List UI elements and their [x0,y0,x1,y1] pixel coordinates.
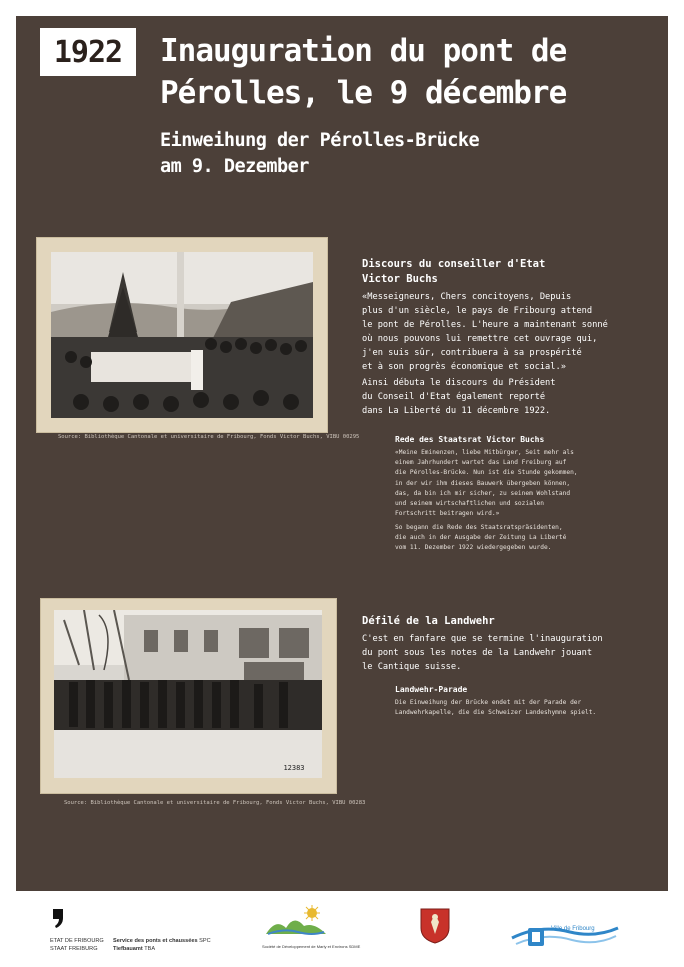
parade-text-de [395,698,596,718]
note-de-line: die auch in der Ausgabe der Zeitung La Liberté [395,534,567,542]
quote-de-line: in der wir ihm dieses Bauwerk übergeben können, [395,479,571,487]
title-de-line2: am 9. Dezember [160,156,309,177]
title-fr-line1: Inauguration du pont de [160,33,567,69]
parade-de-line: Die Einweihung der Brücke endet mit der Parade der [395,699,582,706]
service-line2: Tiefbauamt [113,946,143,952]
service-abbr2: TBA [144,946,156,952]
quote-fr-line: et à son progrès économique et social.» [362,362,566,372]
parade-heading-de: Landwehr-Parade [395,685,468,694]
photo2-caption: Source: Bibliothèque Cantonale et universitaire de Fribourg, Fonds Victor Buchs, VIBU 00283 [64,800,366,806]
year-badge [40,28,136,76]
speech-heading-fr [362,257,545,287]
quote-fr-line: le pont de Pérolles. L'heure a maintenant sonné [362,320,608,330]
footer [0,900,684,967]
marly-crest-icon [420,908,450,944]
sdme-logo-icon [264,904,328,938]
speech-heading-de: Rede des Staatsrat Victor Buchs [395,435,545,444]
etat-line2: STAAT FREIBURG [50,946,98,952]
quote-fr-line: j'en suis sûr, contribuera à sa prospérité [362,348,582,358]
photo-parade-image [54,610,322,778]
parade-fr-line: le Cantique suisse. [362,662,462,672]
quote-fr-line: plus d'un siècle, le pays de Fribourg attend [362,306,593,316]
note-de-line: So begann die Rede des Staatsratspräsidenten, [395,524,563,531]
parade-fr-line: du pont sous les notes de la Landwehr jouant [362,648,593,658]
parade-heading-fr: Défilé de la Landwehr [362,615,495,627]
parade-fr-line: C'est en fanfare que se termine l'inauguration [362,634,603,644]
speech-quote-fr [362,290,608,374]
year-text: 1922 [53,34,123,70]
service-text [113,937,211,953]
quote-fr-line: «Messeigneurs, Chers concitoyens, Depuis [362,292,572,302]
etat-fribourg-logo-icon [50,907,66,929]
title-de-line1: Einweihung der Pérolles-Brücke [160,130,480,151]
ville-fribourg-text: Ville de Fribourg [551,926,595,932]
speech-note-fr [362,376,556,418]
title-german [160,128,640,180]
quote-de-line: Fortschritt beitragen wird.» [395,510,500,518]
quote-de-line: und seinem wirtschaftlichen und sozialen [395,500,545,508]
title-fr-line2: Pérolles, le 9 décembre [160,75,567,111]
quote-fr-line: où nous pouvons lui remettre cet ouvrage qui, [362,334,598,344]
photo-speech-image [51,252,313,418]
speech-heading-fr-line2: Victor Buchs [362,273,438,285]
speech-note-de [395,523,566,554]
photo-number: 12383 [283,764,305,772]
photo1-caption: Source: Bibliothèque Cantonale et universitaire de Fribourg, Fonds Victor Buchs, VIBU 00295 [58,434,360,440]
quote-de-line: die Pérolles-Brücke. Nun ist die Stunde gekommen, [395,469,578,477]
etat-text [50,937,104,953]
etat-line1: ETAT DE FRIBOURG [50,938,104,944]
parade-text-fr [362,632,603,674]
quote-de-line: das, da bin ich mir sicher, zu seinem Wohlstand [395,489,571,497]
speech-heading-fr-line1: Discours du conseiller d'Etat [362,258,546,270]
quote-de-line: einem Jahrhundert wartet das Land Freiburg auf [395,459,567,467]
note-fr-line: Ainsi débuta le discours du Président [362,378,556,388]
speech-quote-de [395,448,578,519]
photo-speech-ceremony [36,237,328,433]
sdme-text: Société de Développement de Marly et Environs SDME [262,944,361,949]
photo-landwehr-parade [40,598,337,794]
title-french [160,30,660,114]
service-line1: Service des ponts et chaussées [113,938,198,944]
parade-de-line: Landwehrkapelle, die die Schweizer Landeshymne spielt. [395,709,597,717]
service-abbr1: SPC [199,938,211,944]
note-fr-line: du Conseil d'Etat également reporté [362,392,546,402]
note-de-line: vom 11. Dezember 1922 wiedergegeben wurde. [395,544,552,552]
ville-fribourg-logo-icon [510,918,620,952]
note-fr-line: dans La Liberté du 11 décembre 1922. [362,406,551,416]
quote-de-line: «Meine Eminenzen, liebe Mitbürger, Seit mehr als [395,449,574,456]
